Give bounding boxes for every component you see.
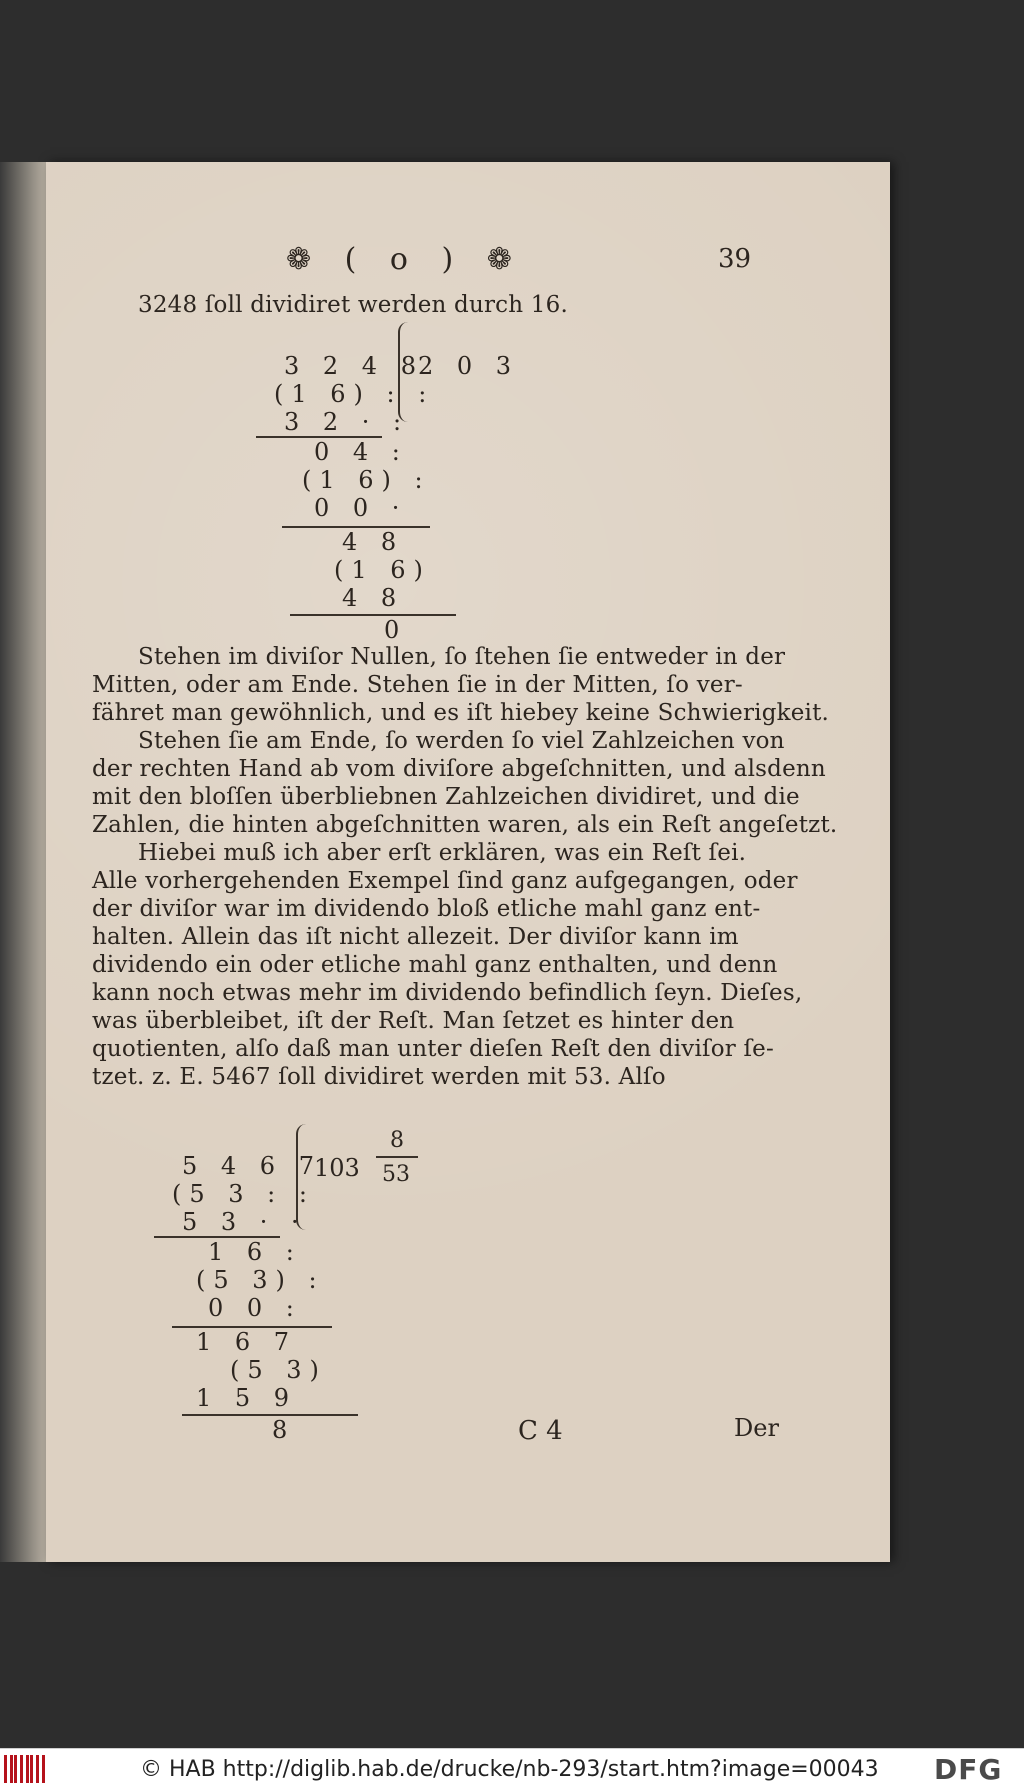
page-number: 39: [718, 244, 752, 274]
text-line: dividendo ein oder etliche mahl ganz enthalten, und denn: [92, 952, 778, 978]
step-line: 0 0 ·: [314, 494, 408, 522]
text-line: Zahlen, die hinten abgeſchnitten waren, als ein Reſt angeſetzt.: [92, 812, 838, 838]
text-line: was überbleibet, iſt der Reſt. Man ſetzet es hinter den: [92, 1008, 735, 1034]
remainder-2: 8: [272, 1416, 296, 1444]
step-line: (5 3): [230, 1356, 327, 1384]
footer-source-link[interactable]: © HAB http://diglib.hab.de/drucke/nb-293/start.htm?image=00043: [140, 1757, 879, 1782]
footer-bar: [0, 1748, 1024, 1790]
dividend-2: 5 4 6 7: [182, 1152, 322, 1180]
signature-mark: C 4: [518, 1416, 563, 1446]
text-line: Mitten, oder am Ende. Stehen ſie in der Mitten, ſo ver-: [92, 672, 743, 698]
dfg-logo: DFG: [934, 1753, 1003, 1786]
step-line: 0 0 :: [208, 1294, 302, 1322]
text-line: der rechten Hand ab vom diviſore abgeſchnitten, und alsdenn: [92, 756, 826, 782]
step-line: (1 6): [334, 556, 431, 584]
step-line: 1 6 7: [196, 1328, 298, 1356]
step-line: (5 3 : :: [172, 1180, 315, 1208]
intro-line: 3248 ſoll dividiret werden durch 16.: [138, 292, 568, 318]
text-line: Stehen im diviſor Nullen, ſo ſtehen ſie entweder in der: [138, 644, 786, 670]
rule: [182, 1414, 358, 1416]
quotient-2: 103: [314, 1154, 360, 1182]
text-line: quotienten, alſo daß man unter dieſen Reſt den diviſor ſe-: [92, 1036, 774, 1062]
book-page: [46, 162, 890, 1562]
catchword: Der: [734, 1414, 779, 1442]
step-line: 0 4 :: [314, 438, 408, 466]
left-page-edge: [0, 162, 46, 1562]
rule: [290, 614, 456, 616]
fraction-bar: [376, 1156, 418, 1158]
step-line: 3 2 · :: [284, 408, 410, 436]
text-line: fähret man gewöhnlich, und es iſt hiebey keine Schwierigkeit.: [92, 700, 830, 726]
step-line: (5 3) :: [196, 1266, 325, 1294]
step-line: 1 6 :: [208, 1238, 302, 1266]
step-line: (1 6) :: [302, 466, 431, 494]
quotient-denominator: 53: [382, 1162, 410, 1187]
step-line: (1 6) : :: [274, 380, 435, 408]
step-line: 4 8: [342, 584, 405, 612]
text-line: tzet. z. E. 5467 ſoll dividiret werden mit 53. Alſo: [92, 1064, 666, 1090]
text-line: der diviſor war im dividendo bloß etliche mahl ganz ent-: [92, 896, 761, 922]
running-head: ❁ ( o ) ❁: [286, 242, 524, 277]
step-line: 4 8: [342, 528, 405, 556]
text-line: kann noch etwas mehr im dividendo befindlich ſeyn. Dieſes,: [92, 980, 803, 1006]
quotient-numerator: 8: [390, 1128, 404, 1153]
dividend-1: 3 2 4 8: [284, 352, 424, 380]
step-line: 1 5 9: [196, 1384, 298, 1412]
quotient-1: 2 0 3: [418, 352, 520, 380]
text-line: Alle vorhergehenden Exempel ſind ganz aufgegangen, oder: [92, 868, 798, 894]
text-line: Stehen ſie am Ende, ſo werden ſo viel Zahlzeichen von: [138, 728, 785, 754]
remainder-1: 0: [384, 616, 408, 644]
step-line: 5 3 · ·: [182, 1208, 307, 1236]
text-line: halten. Allein das iſt nicht allezeit. Der diviſor kann im: [92, 924, 739, 950]
text-line: Hiebei muß ich aber erſt erklären, was ein Reſt ſei.: [138, 840, 747, 866]
hab-barcode-logo-icon: [4, 1755, 48, 1783]
text-line: mit den bloſſen überbliebnen Zahlzeichen dividiret, und die: [92, 784, 800, 810]
